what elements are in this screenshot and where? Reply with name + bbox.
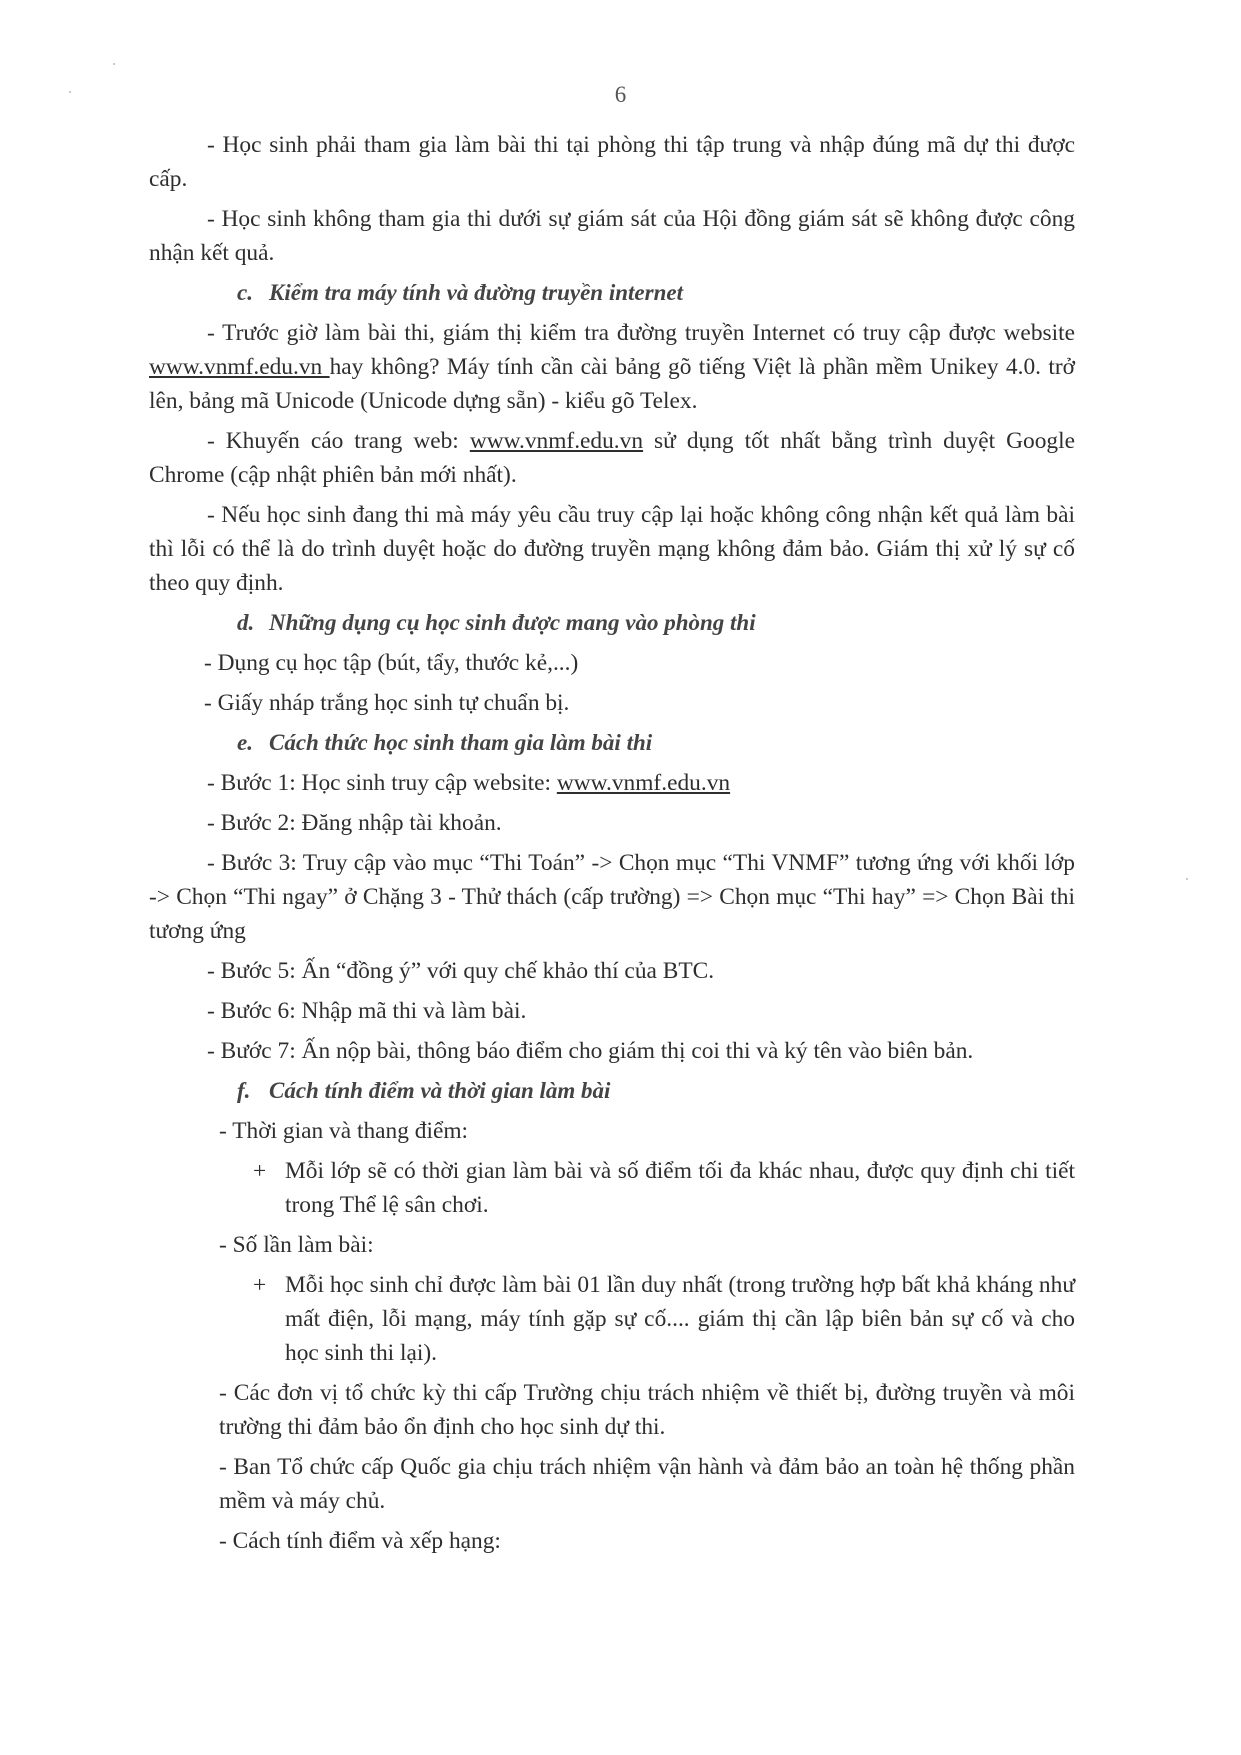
plus-bullet: +: [253, 1272, 267, 1298]
section-letter: e.: [237, 730, 253, 755]
paragraph-exam-room: - Học sinh phải tham gia làm bài thi tại phòng thi tập trung và nhập đúng mã dự thi được cấp.: [149, 132, 1075, 192]
list-item-paper: - Giấy nháp trắng học sinh tự chuẩn bị.: [204, 690, 570, 716]
page-number: 6: [614, 82, 627, 107]
section-letter: f.: [237, 1078, 251, 1103]
scan-speck: [1186, 878, 1188, 880]
attempts-label: - Số lần làm bài:: [219, 1232, 374, 1258]
paragraph-national-responsibility: - Ban Tổ chức cấp Quốc gia chịu trách nhiệm vận hành và đảm bảo an toàn hệ thống phần mềm và máy chủ.: [219, 1454, 1075, 1514]
step-6: - Bước 6: Nhập mã thi và làm bài.: [207, 998, 527, 1024]
section-heading-d: [149, 606, 1075, 640]
text: sử dụng tốt nhất bằng trình duyệt Google Chrome (cập nhật phiên bản mới nhất).: [149, 428, 1076, 488]
section-letter: d.: [237, 610, 255, 635]
document-body: [149, 128, 1075, 1564]
section-title: Cách tính điểm và thời gian làm bài: [269, 1078, 611, 1103]
scoring-label: - Cách tính điểm và xếp hạng:: [219, 1528, 501, 1554]
paragraph-school-responsibility: - Các đơn vị tổ chức kỳ thi cấp Trường chịu trách nhiệm về thiết bị, đường truyền và môi trường thi đảm bảo ổn định cho học sinh dự thi.: [219, 1380, 1075, 1440]
text: hay không? Máy tính cần cài bảng gõ tiếng Việt là phần mềm Unikey 4.0. trở lên, bảng mã Unicode (Unicode dựng sẵn) - kiểu gõ Telex.: [149, 354, 1075, 414]
paragraph-error-handling: - Nếu học sinh đang thi mà máy yêu cầu truy cập lại hoặc không công nhận kết quả làm bài thì lỗi có thể là do trình duyệt hoặc do đường truyền mạng không đảm bảo. Giám thị xử lý sự cố theo quy định.: [149, 502, 1075, 596]
step-7: - Bước 7: Ấn nộp bài, thông báo điểm cho giám thị coi thi và ký tên vào biên bản.: [207, 1038, 974, 1064]
step-5: - Bước 5: Ấn “đồng ý” với quy chế khảo thí của BTC.: [207, 958, 715, 984]
scan-speck: [113, 63, 115, 65]
text: Mỗi lớp sẽ có thời gian làm bài và số điểm tối đa khác nhau, được quy định chi tiết trong Thể lệ sân chơi.: [285, 1158, 1075, 1218]
text: - Khuyến cáo trang web:: [207, 428, 470, 454]
step-2: - Bước 2: Đăng nhập tài khoản.: [207, 810, 502, 836]
section-heading-f: [149, 1074, 1075, 1108]
website-link[interactable]: www.vnmf.edu.vn: [469, 428, 644, 454]
section-heading-e: [149, 726, 1075, 760]
list-item-tools: - Dụng cụ học tập (bút, tẩy, thước kẻ,...): [204, 650, 579, 676]
website-link[interactable]: www.vnmf.edu.vn: [556, 770, 731, 796]
section-title: Những dụng cụ học sinh được mang vào phòng thi: [269, 610, 756, 635]
text: - Trước giờ làm bài thi, giám thị kiểm tra đường truyền Internet có truy cập được website: [207, 320, 1075, 346]
time-and-score-label: - Thời gian và thang điểm:: [219, 1118, 469, 1144]
section-heading-c: [149, 276, 1075, 310]
paragraph-supervision: - Học sinh không tham gia thi dưới sự giám sát của Hội đồng giám sát sẽ không được công nhận kết quả.: [149, 206, 1075, 266]
plus-item-attempts: [149, 1268, 1075, 1370]
paragraph-internet-check: [149, 316, 1075, 418]
section-title: Kiểm tra máy tính và đường truyền internet: [269, 280, 683, 305]
section-title: Cách thức học sinh tham gia làm bài thi: [269, 730, 653, 755]
step-3: - Bước 3: Truy cập vào mục “Thi Toán” -> Chọn mục “Thi VNMF” tương ứng với khối lớp -> Chọn “Thi ngay” ở Chặng 3 - Thử thách (cấp trường) => Chọn mục “Thi hay” => Chọn Bài thi tương ứng: [149, 850, 1075, 944]
website-link[interactable]: www.vnmf.edu.vn: [149, 354, 330, 380]
section-letter: c.: [237, 280, 253, 305]
text: - Bước 1: Học sinh truy cập website:: [207, 770, 557, 796]
paragraph-browser-recommendation: [149, 424, 1075, 492]
text: Mỗi học sinh chỉ được làm bài 01 lần duy nhất (trong trường hợp bất khả kháng như mất điện, lỗi mạng, máy tính gặp sự cố.... giám thị cần lập biên bản sự cố và cho học sinh thi lại).: [285, 1272, 1075, 1366]
plus-bullet: +: [253, 1158, 267, 1184]
plus-item-time: [149, 1154, 1075, 1222]
step-1: [149, 766, 1075, 800]
